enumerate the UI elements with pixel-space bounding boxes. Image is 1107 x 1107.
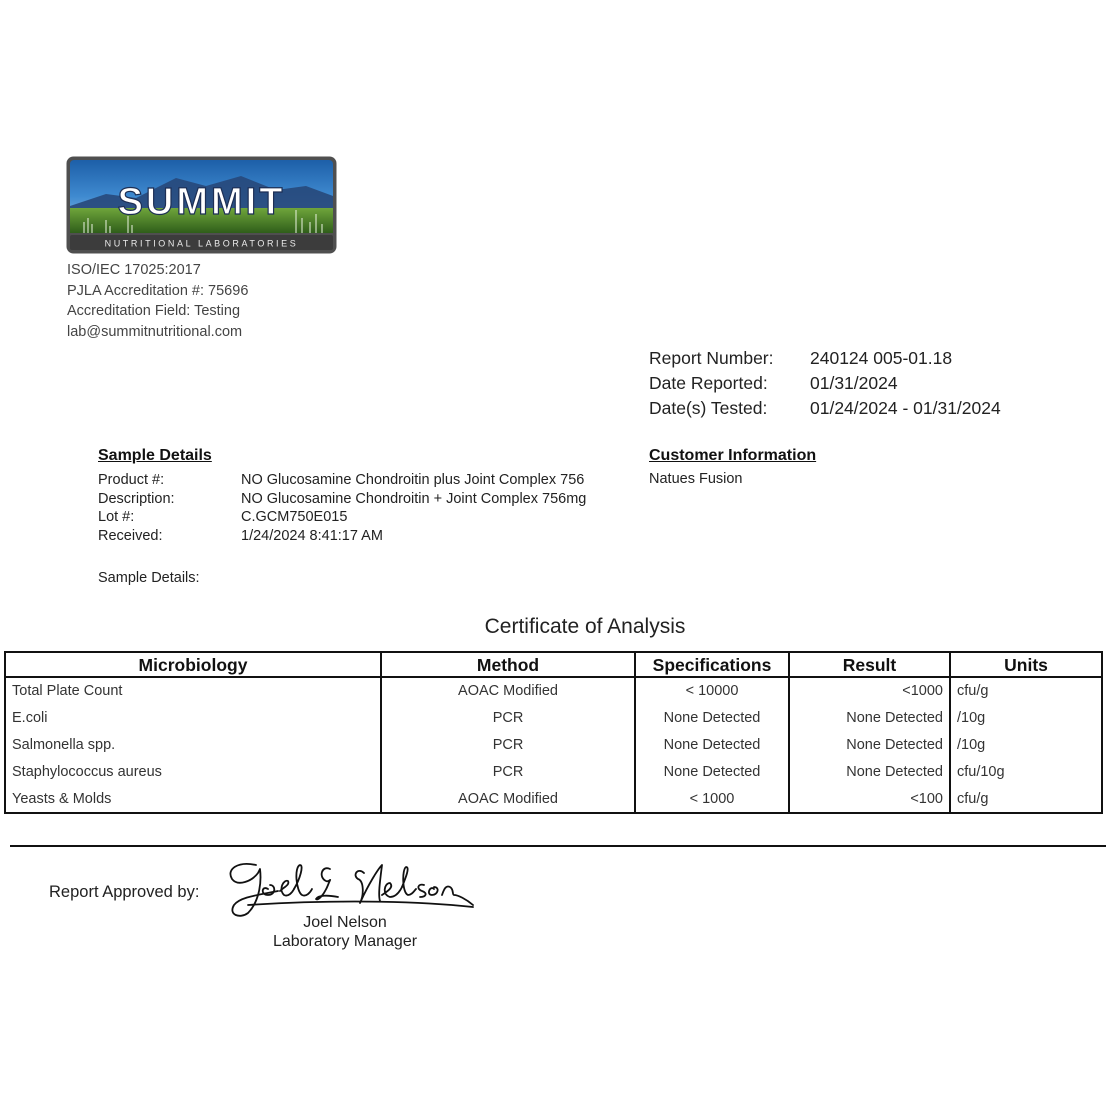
cell-spec: < 10000 xyxy=(635,677,789,705)
cell-test: Staphylococcus aureus xyxy=(5,758,381,785)
product-value: NO Glucosamine Chondroitin plus Joint Complex 756 xyxy=(241,472,585,488)
cell-result: <100 xyxy=(789,785,950,813)
certificate-title: Certificate of Analysis xyxy=(484,615,686,638)
cell-test: E.coli xyxy=(5,705,381,732)
summit-logo xyxy=(66,156,337,254)
report-number-value: 240124 005-01.18 xyxy=(810,348,953,368)
dates-tested-label: Date(s) Tested: xyxy=(649,398,768,418)
lab-email: lab@summitnutritional.com xyxy=(67,323,243,340)
cell-spec: None Detected xyxy=(635,705,789,732)
accreditation-block xyxy=(67,260,248,342)
cell-units: /10g xyxy=(950,705,1102,732)
received-value: 1/24/2024 8:41:17 AM xyxy=(241,527,383,544)
sample-details-title: Sample Details xyxy=(98,447,212,464)
table-row xyxy=(5,677,1102,705)
iso-standard: ISO/IEC 17025:2017 xyxy=(67,262,201,278)
lot-label: Lot #: xyxy=(98,509,135,525)
logo-brand: SUMMIT xyxy=(117,181,286,223)
signature xyxy=(218,855,478,920)
approved-by-label: Report Approved by: xyxy=(49,883,200,901)
customer-name: Natues Fusion xyxy=(649,471,743,487)
date-reported-value: 01/31/2024 xyxy=(810,373,898,393)
header-specifications: Specifications xyxy=(635,652,789,677)
accreditation-field: Accreditation Field: Testing xyxy=(67,303,241,319)
received-label: Received: xyxy=(98,527,163,544)
cell-units: cfu/10g xyxy=(950,758,1102,785)
report-number-label: Report Number: xyxy=(649,348,774,368)
description-value: NO Glucosamine Chondroitin + Joint Complex 756mg xyxy=(241,490,587,507)
cell-method: AOAC Modified xyxy=(381,785,635,813)
table-row xyxy=(5,705,1102,732)
table-header-row xyxy=(5,652,1102,677)
results-table xyxy=(4,651,1103,814)
table-row xyxy=(5,785,1102,813)
header-microbiology: Microbiology xyxy=(5,652,381,677)
cell-result: None Detected xyxy=(789,732,950,759)
dates-tested-value: 01/24/2024 - 01/31/2024 xyxy=(810,398,1001,418)
date-reported-label: Date Reported: xyxy=(649,373,768,393)
sample-details xyxy=(98,471,586,545)
cell-units: cfu/g xyxy=(950,785,1102,813)
report-meta xyxy=(649,346,1001,421)
cell-units: cfu/g xyxy=(950,677,1102,705)
cell-spec: None Detected xyxy=(635,758,789,785)
signer-name: Joel Nelson xyxy=(303,914,387,931)
cell-test: Yeasts & Molds xyxy=(5,785,381,813)
cell-method: PCR xyxy=(381,705,635,732)
cell-result: None Detected xyxy=(789,758,950,785)
cell-test: Total Plate Count xyxy=(5,677,381,705)
logo-sub: NUTRITIONAL LABORATORIES xyxy=(104,238,299,249)
header-result: Result xyxy=(789,652,950,677)
table-row xyxy=(5,732,1102,759)
divider-rule xyxy=(10,845,1106,847)
cell-test: Salmonella spp. xyxy=(5,732,381,759)
pjla-number: PJLA Accreditation #: 75696 xyxy=(67,282,249,299)
header-method: Method xyxy=(381,652,635,677)
cell-result: None Detected xyxy=(789,705,950,732)
cell-spec: None Detected xyxy=(635,732,789,759)
signer-block xyxy=(250,913,440,951)
cell-method: AOAC Modified xyxy=(381,677,635,705)
header-units: Units xyxy=(950,652,1102,677)
cell-result: <1000 xyxy=(789,677,950,705)
cell-method: PCR xyxy=(381,732,635,759)
cell-method: PCR xyxy=(381,758,635,785)
cell-spec: < 1000 xyxy=(635,785,789,813)
lot-value: C.GCM750E015 xyxy=(241,509,348,525)
table-row xyxy=(5,758,1102,785)
cell-units: /10g xyxy=(950,732,1102,759)
customer-info-title: Customer Information xyxy=(649,447,817,464)
product-label: Product #: xyxy=(98,472,165,488)
signer-title: Laboratory Manager xyxy=(272,933,418,950)
sample-details-label: Sample Details: xyxy=(98,570,200,586)
description-label: Description: xyxy=(98,490,175,507)
